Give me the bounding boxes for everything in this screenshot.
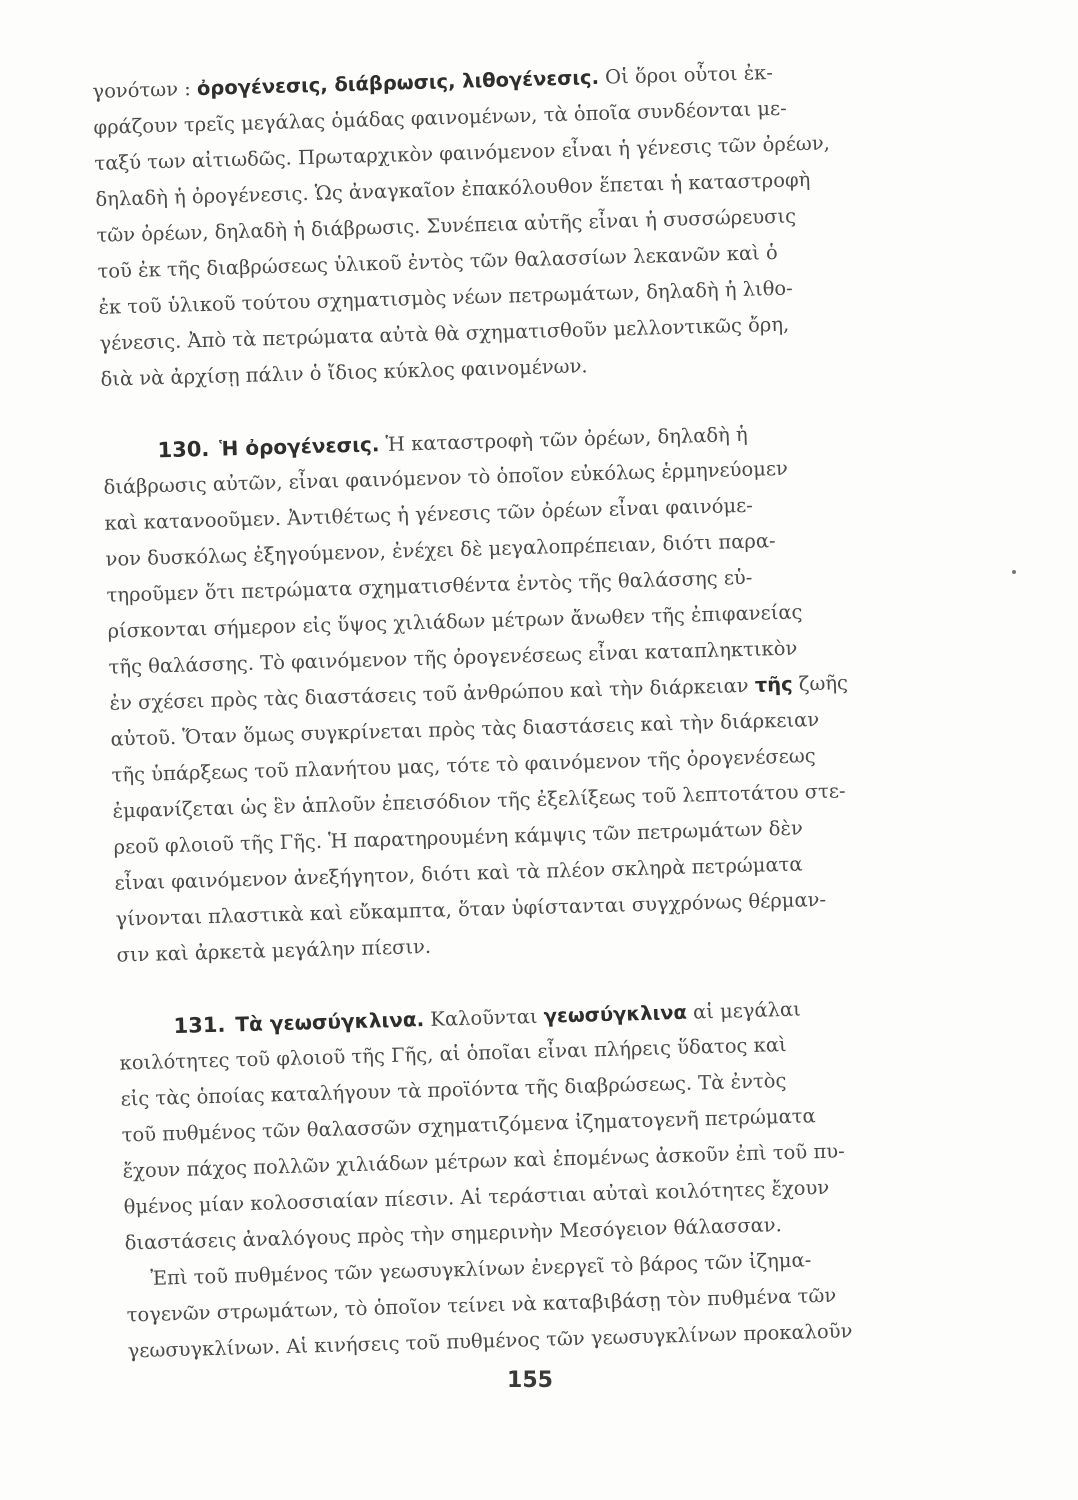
paragraph-intro — [92, 50, 959, 398]
scan-speck — [1012, 570, 1016, 574]
text-run: τῶν ὀρέων, δηλαδὴ ἡ διάβρωσις. Συνέπεια αὐτῆς εἶναι ἡ συσσώρευσις — [96, 204, 797, 247]
text-run: ταξύ των αἰτιωδῶς. Πρωταρχικὸν φαινόμενον εἶναι ἡ γένεσις τῶν ὀρέων, — [94, 131, 831, 175]
text-run: ἐκ τοῦ ὑλικοῦ τούτου σχηματισμὸς νέων πετρωμάτων, δηλαδὴ ἡ λιθο- — [98, 276, 794, 319]
text-run: γίνονται πλαστικὰ καὶ εὔκαμπτα, ὅταν ὑφίστανται συγχρόνως θέρμαν- — [115, 887, 827, 931]
text-run: ἐμφανίζεται ὡς ἓν ἁπλοῦν ἐπεισόδιον τῆς ἐξελίξεως τοῦ λεπτοτάτου στε- — [112, 779, 846, 823]
text-run: τογενῶν στρωμάτων, τὸ ὁποῖον τείνει νὰ καταβιβάσῃ τὸν πυθμένα τῶν — [126, 1283, 837, 1327]
page-number: 155 — [507, 1368, 553, 1393]
text-run: φράζουν τρεῖς μεγάλας ὁμάδας φαινομένων, τὰ ὁποῖα συνδέονται με- — [93, 96, 787, 139]
text-run: Οἱ ὅροι οὗτοι ἐκ- — [598, 60, 774, 89]
section-first-line-text: Ἡ καταστροφὴ τῶν ὀρέων, δηλαδὴ ἡ — [379, 422, 748, 457]
text-run: Καλοῦνται — [423, 1004, 544, 1032]
body-text — [92, 50, 986, 1369]
section-number: 131. — [173, 1012, 226, 1039]
text-run: ρίσκονται σήμερον εἰς ὕψος χιλιάδων μέτρων ἄνωθεν τῆς ἐπιφανείας — [107, 600, 803, 643]
text-run: τοῦ πυθμένος τῶν θαλασσῶν σχηματιζόμενα ἰζηματογενῆ πετρώματα — [121, 1104, 816, 1147]
text-run: αὐτοῦ. Ὅταν ὅμως συγκρίνεται πρὸς τὰς διαστάσεις καὶ τὴν διάρκειαν — [110, 707, 820, 751]
text-run: ἐν σχέσει πρὸς τὰς διαστάσεις τοῦ ἀνθρώπου καὶ τὴν διάρκειαν — [109, 673, 756, 715]
text-run: διάβρωσις αὐτῶν, εἶναι φαινόμενον τὸ ὁποῖον εὐκόλως ἑρμηνεύομεν — [103, 456, 789, 499]
section-title: Ἡ ὀρογένεσις. — [219, 432, 380, 461]
text-run: νον δυσκόλως ἐξηγούμενον, ἐνέχει δὲ μεγαλοπρέπειαν, διότι παρα- — [105, 529, 776, 571]
text-run: καὶ κατανοοῦμεν. Ἀντιθέτως ἡ γένεσις τῶν ὀρέων εἶναι φαινόμε- — [104, 493, 754, 535]
bold-term: γεωσύγκλινα — [543, 1000, 688, 1028]
text-run: αἱ μεγάλαι — [686, 997, 802, 1024]
text-run: δηλαδὴ ἡ ὀρογένεσις. Ὡς ἀναγκαῖον ἐπακόλουθον ἕπεται ἡ καταστροφὴ — [95, 167, 811, 211]
text-run: τῆς θαλάσσης. Τὸ φαινόμενον τῆς ὀρογενέσεως εἶναι καταπληκτικὸν — [108, 636, 798, 679]
text-run: τοῦ ἐκ τῆς διαβρώσεως ὑλικοῦ ἐντὸς τῶν θαλασσίων λεκανῶν καὶ ὁ — [97, 240, 778, 283]
section-130-lines — [103, 446, 975, 974]
section-130 — [102, 410, 975, 974]
text-run: ρεοῦ φλοιοῦ τῆς Γῆς. Ἡ παρατηρουμένη κάμψις τῶν πετρωμάτων δὲν — [113, 816, 804, 859]
text-run: διαστάσεις ἀναλόγους πρὸς τὴν σημερινὴν Μεσόγειον θάλασσαν. — [124, 1213, 783, 1255]
text-run: γένεσις. Ἀπὸ τὰ πετρώματα αὐτὰ θὰ σχηματισθοῦν μελλοντικῶς ὄρη, — [99, 312, 790, 355]
text-run: σιν καὶ ἀρκετὰ μεγάλην πίεσιν. — [116, 934, 432, 967]
text-run: κοιλότητες τοῦ φλοιοῦ τῆς Γῆς, αἱ ὁποῖαι εἶναι πλήρεις ὕδατος καὶ — [119, 1032, 787, 1075]
bold-term: τῆς — [754, 672, 793, 697]
text-run: γονότων : — [92, 77, 198, 103]
text-run: ζωῆς — [792, 671, 849, 696]
section-131-lines — [119, 1022, 986, 1370]
text-run: τῆς ὑπάρξεως τοῦ πλανήτου μας, τότε τὸ φαινόμενον τῆς ὀρογενέσεως — [111, 744, 816, 787]
text-run: θμένος μίαν κολοσσιαίαν πίεσιν. Αἱ τεράστιαι αὐταὶ κοιλότητες ἔχουν — [123, 1175, 830, 1219]
text-run: διὰ νὰ ἀρχίσῃ πάλιν ὁ ἴδιος κύκλος φαινομένων. — [100, 354, 588, 391]
text-run: γεωσυγκλίνων. Αἱ κινήσεις τοῦ πυθμένος τῶν γεωσυγκλίνων προκαλοῦν — [127, 1319, 853, 1363]
bold-term: ὀρογένεσις, διάβρωσις, λιθογένεσις. — [196, 65, 600, 101]
section-number: 130. — [157, 436, 210, 463]
text-run: εἶναι φαινόμενον ἀνεξήγητον, διότι καὶ τὰ πλέον σκληρὰ πετρώματα — [114, 852, 803, 895]
text-run: τηροῦμεν ὅτι πετρώματα σχηματισθέντα ἐντὸς τῆς θαλάσσης εὑ- — [106, 565, 753, 607]
text-run: εἰς τὰς ὁποίας καταλήγουν τὰ προϊόντα τῆς διαβρώσεως. Τὰ ἐντὸς — [120, 1069, 787, 1111]
text-run: Ἐπὶ τοῦ πυθμένος τῶν γεωσυγκλίνων ἐνεργεῖ τὸ βάρος τῶν ἰζημα- — [125, 1248, 812, 1291]
text-run: ἔχουν πάχος πολλῶν χιλιάδων μέτρων καὶ ἑπομένως ἀσκοῦν ἐπὶ τοῦ πυ- — [122, 1139, 845, 1183]
section-title: Τὰ γεωσύγκλινα. — [235, 1007, 425, 1037]
section-131 — [118, 986, 986, 1370]
